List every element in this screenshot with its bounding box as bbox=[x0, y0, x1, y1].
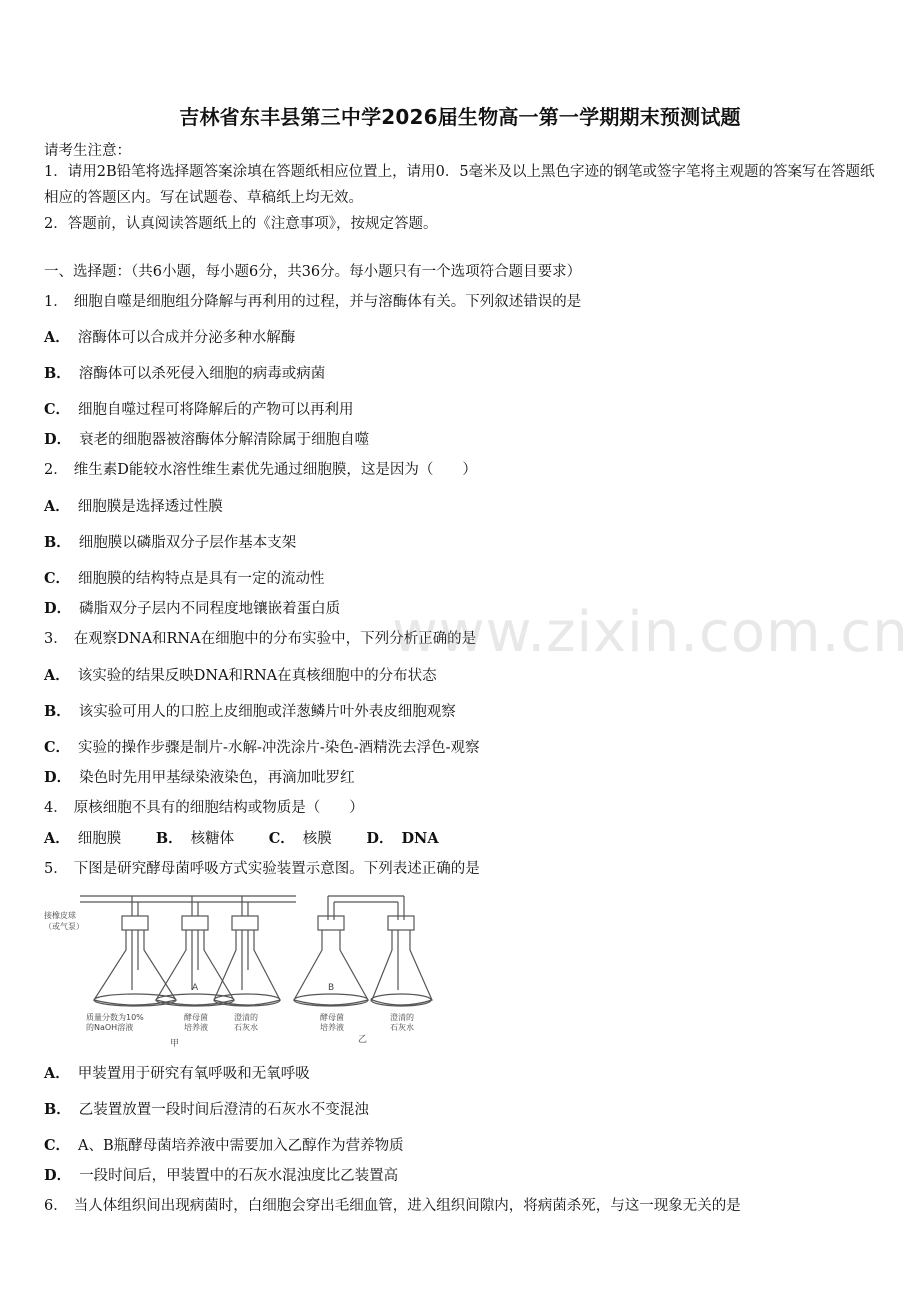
option-text: 磷脂双分子层内不同程度地镶嵌着蛋白质 bbox=[79, 601, 341, 617]
question-text: 维生素D能较水溶性维生素优先通过细胞膜，这是因为（ ） bbox=[73, 462, 477, 478]
notice-item-2: 2．答题前，认真阅读答题纸上的《注意事项》，按规定答题。 bbox=[44, 216, 438, 232]
option-letter: D． bbox=[44, 600, 72, 617]
option-letter: B． bbox=[155, 830, 183, 847]
question-1 bbox=[44, 290, 581, 311]
question-text: 下图是研究酵母菌呼吸方式实验装置示意图。下列表述正确的是 bbox=[73, 861, 480, 877]
notice-heading: 请考生注意： bbox=[44, 143, 131, 159]
question-number: 4． bbox=[44, 800, 68, 816]
option-letter: A． bbox=[44, 329, 70, 346]
option-letter: B． bbox=[44, 1101, 71, 1118]
question-number: 6． bbox=[44, 1198, 68, 1214]
stopper bbox=[388, 916, 414, 930]
option-text: 实验的操作步骤是制片-水解-冲洗涂片-染色-酒精洗去浮色-观察 bbox=[78, 740, 480, 756]
yeast-label: 酵母菌 bbox=[184, 1013, 208, 1022]
q4-option-d bbox=[366, 831, 446, 847]
stopper bbox=[232, 916, 258, 930]
option-text: 细胞膜 bbox=[77, 831, 122, 847]
pump-label: 接橡皮球 bbox=[44, 911, 76, 920]
lime-label-2: 石灰水 bbox=[390, 1023, 414, 1032]
q3-option-d bbox=[44, 766, 355, 787]
question-number: 3． bbox=[44, 631, 68, 647]
question-number: 5． bbox=[44, 861, 68, 877]
q4-option-a bbox=[44, 831, 121, 847]
lime-label-2: 石灰水 bbox=[234, 1023, 258, 1032]
q1-option-a bbox=[44, 326, 295, 347]
q2-option-b bbox=[44, 531, 296, 552]
option-letter: A． bbox=[44, 498, 70, 515]
option-text: 细胞膜以磷脂双分子层作基本支架 bbox=[78, 535, 297, 551]
option-text: 一段时间后，甲装置中的石灰水混浊度比乙装置高 bbox=[79, 1168, 399, 1184]
q1-option-b bbox=[44, 362, 325, 383]
question-4 bbox=[44, 796, 364, 817]
stopper bbox=[318, 916, 344, 930]
stopper bbox=[122, 916, 148, 930]
yeast-apparatus-figure bbox=[44, 880, 444, 1055]
option-letter: C． bbox=[44, 401, 71, 418]
q5-option-b bbox=[44, 1098, 369, 1119]
watermark: www.zixin.com.cn bbox=[392, 600, 909, 665]
question-2 bbox=[44, 458, 477, 479]
option-text: 溶酶体可以合成并分泌多种水解酶 bbox=[77, 330, 296, 346]
option-text: 核糖体 bbox=[190, 831, 235, 847]
option-letter: A． bbox=[44, 830, 70, 847]
yeast-label-2: 培养液 bbox=[184, 1023, 208, 1032]
notice-item-1: 1．请用2B铅笔将选择题答案涂填在答题纸相应位置上，请用0．5毫米及以上黑色字迹的钢笔或签字笔将主观题的答案写在答题纸相应的答题区内。写在试题卷、草稿纸上均无效。 bbox=[44, 164, 875, 206]
option-text: 溶酶体可以杀死侵入细胞的病毒或病菌 bbox=[78, 366, 326, 382]
option-letter: A． bbox=[44, 1065, 70, 1082]
q5-option-c bbox=[44, 1134, 404, 1155]
option-text: 该实验可用人的口腔上皮细胞或洋葱鳞片叶外表皮细胞观察 bbox=[78, 704, 456, 720]
option-letter: D． bbox=[366, 830, 394, 847]
option-letter: C． bbox=[268, 830, 295, 847]
question-number: 2． bbox=[44, 462, 68, 478]
option-letter: C． bbox=[44, 739, 71, 756]
option-letter: B． bbox=[44, 703, 71, 720]
option-letter: C． bbox=[44, 570, 71, 587]
option-text: 该实验的结果反映DNA和RNA在真核细胞中的分布状态 bbox=[77, 668, 437, 684]
question-text: 原核细胞不具有的细胞结构或物质是（ ） bbox=[73, 800, 364, 816]
tube bbox=[80, 896, 296, 902]
q2-option-d bbox=[44, 597, 340, 618]
option-letter: D． bbox=[44, 769, 72, 786]
q1-option-c bbox=[44, 398, 354, 419]
option-text: 衰老的细胞器被溶酶体分解清除属于细胞自噬 bbox=[79, 432, 370, 448]
q2-option-a bbox=[44, 495, 223, 516]
q3-option-c bbox=[44, 736, 480, 757]
option-letter: B． bbox=[44, 534, 71, 551]
pump-label-2: （或气泵） bbox=[44, 922, 84, 931]
q1-option-d bbox=[44, 428, 369, 449]
option-letter: D． bbox=[44, 431, 72, 448]
q5-option-a bbox=[44, 1062, 310, 1083]
setup-jia-label: 甲 bbox=[170, 1039, 180, 1049]
yeast-label-2: 培养液 bbox=[320, 1023, 344, 1032]
flask-a-label: A bbox=[192, 983, 199, 993]
lime-label: 澄清的 bbox=[390, 1013, 414, 1022]
question-text: 当人体组织间出现病菌时，白细胞会穿出毛细血管，进入组织间隙内，将病菌杀死，与这一现象无关的是 bbox=[73, 1198, 741, 1214]
section-heading: 一、选择题：（共6小题，每小题6分，共36分。每小题只有一个选项符合题目要求） bbox=[44, 264, 582, 280]
q4-option-b bbox=[156, 831, 234, 847]
option-letter: D． bbox=[44, 1167, 72, 1184]
flask-b-label: B bbox=[328, 983, 335, 993]
q4-options bbox=[44, 827, 477, 848]
option-text: A、B瓶酵母菌培养液中需要加入乙醇作为营养物质 bbox=[78, 1138, 404, 1154]
setup-yi-label: 乙 bbox=[358, 1035, 368, 1045]
option-text: 细胞自噬过程可将降解后的产物可以再利用 bbox=[78, 402, 354, 418]
question-number: 1． bbox=[44, 294, 68, 310]
option-text: 染色时先用甲基绿染液染色，再滴加吡罗红 bbox=[79, 770, 355, 786]
lime-label: 澄清的 bbox=[234, 1013, 258, 1022]
yeast-label: 酵母菌 bbox=[320, 1013, 344, 1022]
naoh-label: 质量分数为10% bbox=[86, 1013, 144, 1022]
option-text: DNA bbox=[401, 830, 439, 847]
question-text: 细胞自噬是细胞组分降解与再利用的过程，并与溶酶体有关。下列叙述错误的是 bbox=[73, 294, 582, 310]
page-title: 吉林省东丰县第三中学2026届生物高一第一学期期末预测试题 bbox=[179, 105, 741, 129]
option-text: 甲装置用于研究有氧呼吸和无氧呼吸 bbox=[77, 1066, 310, 1082]
option-letter: B． bbox=[44, 365, 71, 382]
q3-option-a bbox=[44, 664, 437, 685]
stopper bbox=[182, 916, 208, 930]
q2-option-c bbox=[44, 567, 325, 588]
option-text: 细胞膜的结构特点是具有一定的流动性 bbox=[78, 571, 325, 587]
question-6 bbox=[44, 1194, 741, 1215]
option-text: 细胞膜是选择透过性膜 bbox=[77, 499, 223, 515]
option-text: 乙装置放置一段时间后澄清的石灰水不变混浊 bbox=[78, 1102, 369, 1118]
option-letter: C． bbox=[44, 1137, 71, 1154]
option-text: 核膜 bbox=[302, 831, 332, 847]
q4-option-c bbox=[269, 831, 332, 847]
question-5 bbox=[44, 857, 480, 878]
question-text: 在观察DNA和RNA在细胞中的分布实验中，下列分析正确的是 bbox=[73, 631, 477, 647]
naoh-label-2: 的NaOH溶液 bbox=[86, 1023, 134, 1032]
option-letter: A． bbox=[44, 667, 70, 684]
q3-option-b bbox=[44, 700, 456, 721]
q5-option-d bbox=[44, 1164, 398, 1185]
